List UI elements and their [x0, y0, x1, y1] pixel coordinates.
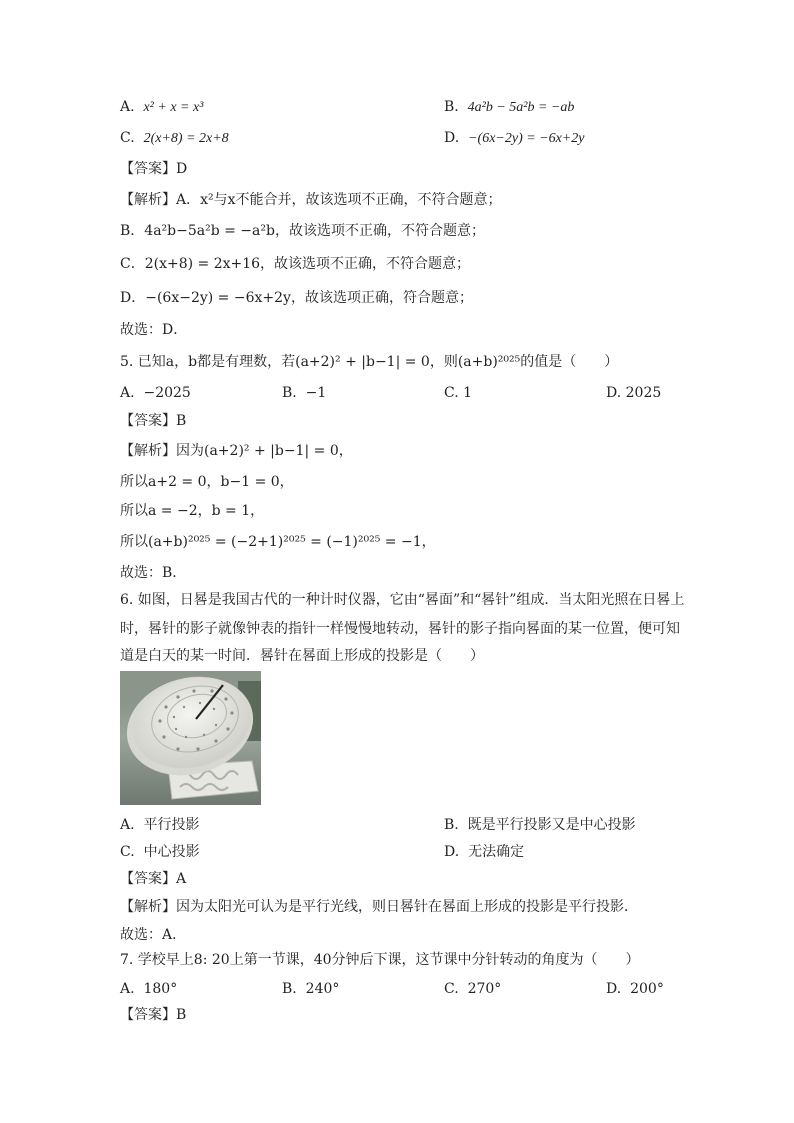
q4-option-d: D. −(6x−2y) = −6x+2y — [444, 130, 585, 146]
q6-option-d: D. 无法确定 — [444, 844, 525, 860]
q6-option-b: B. 既是平行投影又是中心投影 — [444, 817, 636, 833]
q6-answer: 【答案】A — [120, 871, 187, 887]
q5-analysis-line: 所以a = −2，b = 1， — [120, 503, 265, 519]
q5-option-b: B. −1 — [282, 385, 327, 401]
q5-option-c: C. 1 — [444, 385, 473, 401]
q7-answer: 【答案】B — [120, 1007, 187, 1023]
q7-option-c: C. 270° — [444, 981, 502, 997]
q4-analysis-line: D．−(6x−2y) = −6x+2y，故该选项正确，符合题意； — [120, 290, 473, 306]
q5-analysis-line: 所以a+2 = 0，b−1 = 0， — [120, 474, 294, 490]
q4-analysis-line: B．4a²b−5a²b = −a²b，故该选项不正确，不符合题意； — [120, 223, 485, 239]
q6-stem-line: 道是白天的某一时间．晷针在晷面上形成的投影是（ ） — [120, 648, 484, 664]
q4-analysis-line: C．2(x+8) = 2x+16，故该选项不正确，不符合题意； — [120, 256, 471, 272]
q5-analysis-line: 所以(a+b)²⁰²⁵ = (−2+1)²⁰²⁵ = (−1)²⁰²⁵ = −1， — [120, 534, 436, 550]
q4-option-b: B. 4a²b − 5a²b = −ab — [444, 99, 575, 115]
q6-option-a: A. 平行投影 — [120, 817, 200, 833]
q6-analysis-line: 【解析】因为太阳光可认为是平行光线，则日晷针在晷面上形成的投影是平行投影． — [120, 899, 638, 915]
q6-conclusion: 故选：A． — [120, 927, 187, 943]
q5-answer: 【答案】B — [120, 413, 187, 429]
q7-option-a: A. 180° — [120, 981, 178, 997]
q5-conclusion: 故选：B． — [120, 565, 187, 581]
q5-option-d: D. 2025 — [606, 385, 662, 401]
q4-option-c: C. 2(x+8) = 2x+8 — [120, 130, 229, 146]
q5-analysis-line: 【解析】因为(a+2)² + |b−1| = 0， — [120, 443, 353, 459]
q4-answer: 【答案】D — [120, 161, 188, 177]
q7-option-b: B. 240° — [282, 981, 340, 997]
sundial-illustration — [120, 671, 261, 805]
q4-option-a: A. x² + x = x³ — [120, 99, 204, 115]
q4-analysis-line: 【解析】A．x²与x不能合并，故该选项不正确，不符合题意； — [120, 192, 502, 208]
q7-stem: 7. 学校早上8: 20上第一节课，40分钟后下课，这节课中分针转动的角度为（ ） — [120, 952, 640, 968]
q5-option-a: A. −2025 — [120, 385, 191, 401]
q4-conclusion: 故选：D． — [120, 322, 188, 338]
q6-stem-line: 时，晷针的影子就像钟表的指针一样慢慢地转动，晷针的影子指向晷面的某一位置，便可知 — [120, 621, 680, 637]
q6-stem-line: 6. 如图，日晷是我国古代的一种计时仪器，它由“晷面”和“晷针”组成．当太阳光照在日晷上 — [120, 592, 685, 608]
q5-stem: 5. 已知a，b都是有理数，若(a+2)² + |b−1| = 0，则(a+b)²⁰²⁵的值是（ ） — [120, 354, 619, 370]
sundial-photo — [120, 671, 261, 805]
q7-option-d: D. 200° — [606, 981, 664, 997]
q6-option-c: C. 中心投影 — [120, 844, 200, 860]
